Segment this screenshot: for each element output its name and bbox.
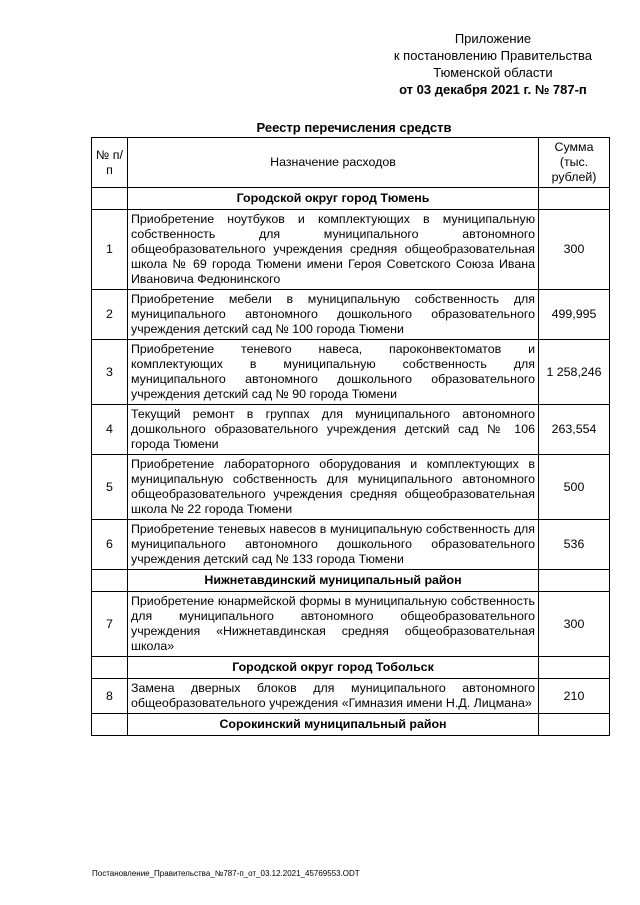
table-row [92, 592, 610, 657]
header-purpose: Назначение расходов [128, 138, 539, 188]
table-header-row [92, 138, 610, 188]
registry-body [92, 188, 610, 736]
document-footer: Постановление_Правительства_№787-п_от_03.12.2021_45769553.ODT [92, 869, 360, 878]
row-sum: 210 [539, 679, 610, 714]
row-sum: 499,995 [539, 290, 610, 340]
row-purpose: Приобретение ноутбуков и комплектующих в муниципальную собственность для муниципального автономного общеобразовательного учреждения средняя общеобразовательная школа № 69 города Тюмени имени Героя Советского Союза Ивана Ивановича Федюнинского [128, 210, 539, 290]
section-empty-cell [92, 657, 128, 679]
row-number: 6 [92, 520, 128, 570]
row-sum: 300 [539, 592, 610, 657]
row-sum: 300 [539, 210, 610, 290]
table-row [92, 679, 610, 714]
table-row [92, 405, 610, 455]
row-sum: 536 [539, 520, 610, 570]
table-row [92, 520, 610, 570]
section-title: Городской округ город Тюмень [128, 188, 539, 210]
row-sum: 500 [539, 455, 610, 520]
header-num: № п/п [92, 138, 128, 188]
section-empty-cell [539, 714, 610, 736]
section-empty-cell [539, 570, 610, 592]
header-resolution: к постановлению Правительства [393, 48, 592, 63]
row-number: 2 [92, 290, 128, 340]
section-empty-cell [92, 570, 128, 592]
row-sum: 263,554 [539, 405, 610, 455]
section-row [92, 657, 610, 679]
row-number: 8 [92, 679, 128, 714]
section-empty-cell [539, 657, 610, 679]
section-title: Сорокинский муниципальный район [128, 714, 539, 736]
row-purpose: Приобретение лабораторного оборудования и комплектующих в муниципальную собственность для муниципального автономного общеобразовательного учреждения средняя общеобразовательная школа № 22 города Тюмени [128, 455, 539, 520]
section-row [92, 570, 610, 592]
row-purpose: Текущий ремонт в группах для муниципального автономного дошкольного образовательного учреждения детский сад № 106 города Тюмени [128, 405, 539, 455]
row-number: 5 [92, 455, 128, 520]
row-sum: 1 258,246 [539, 340, 610, 405]
row-purpose: Приобретение мебели в муниципальную собственность для муниципального автономного дошкольного образовательного учреждения детский сад № 100 города Тюмени [128, 290, 539, 340]
document-header [394, 30, 592, 98]
section-title: Городской округ город Тобольск [128, 657, 539, 679]
table-row [92, 455, 610, 520]
row-number: 1 [92, 210, 128, 290]
section-empty-cell [92, 188, 128, 210]
row-purpose: Приобретение теневого навеса, пароконвектоматов и комплектующих в муниципальную собственность для муниципального автономного дошкольного образовательного учреждения детский сад № 90 города Тюмени [128, 340, 539, 405]
table-row [92, 290, 610, 340]
registry-table [91, 137, 610, 736]
header-region: Тюменской области [433, 65, 553, 80]
row-purpose: Приобретение юнармейской формы в муниципальную собственность для муниципального автономного общеобразовательного учреждения «Нижнетавдинская средняя общеобразовательная школа» [128, 592, 539, 657]
header-appendix: Приложение [454, 31, 532, 46]
row-purpose: Замена дверных блоков для муниципального автономного общеобразовательного учреждения «Гимназия имени Н.Д. Лицмана» [128, 679, 539, 714]
section-empty-cell [539, 188, 610, 210]
row-number: 7 [92, 592, 128, 657]
table-row [92, 210, 610, 290]
section-title: Нижнетавдинский муниципальный район [128, 570, 539, 592]
section-row [92, 188, 610, 210]
row-number: 4 [92, 405, 128, 455]
section-empty-cell [92, 714, 128, 736]
table-row [92, 340, 610, 405]
row-purpose: Приобретение теневых навесов в муниципальную собственность для муниципального автономного дошкольного образовательного учреждения детский сад № 133 города Тюмени [128, 520, 539, 570]
row-number: 3 [92, 340, 128, 405]
document-title: Реестр перечисления средств [256, 120, 452, 135]
header-date-number: от 03 декабря 2021 г. № 787-п [399, 82, 587, 97]
section-row [92, 714, 610, 736]
header-sum: Сумма (тыс. рублей) [539, 138, 610, 188]
